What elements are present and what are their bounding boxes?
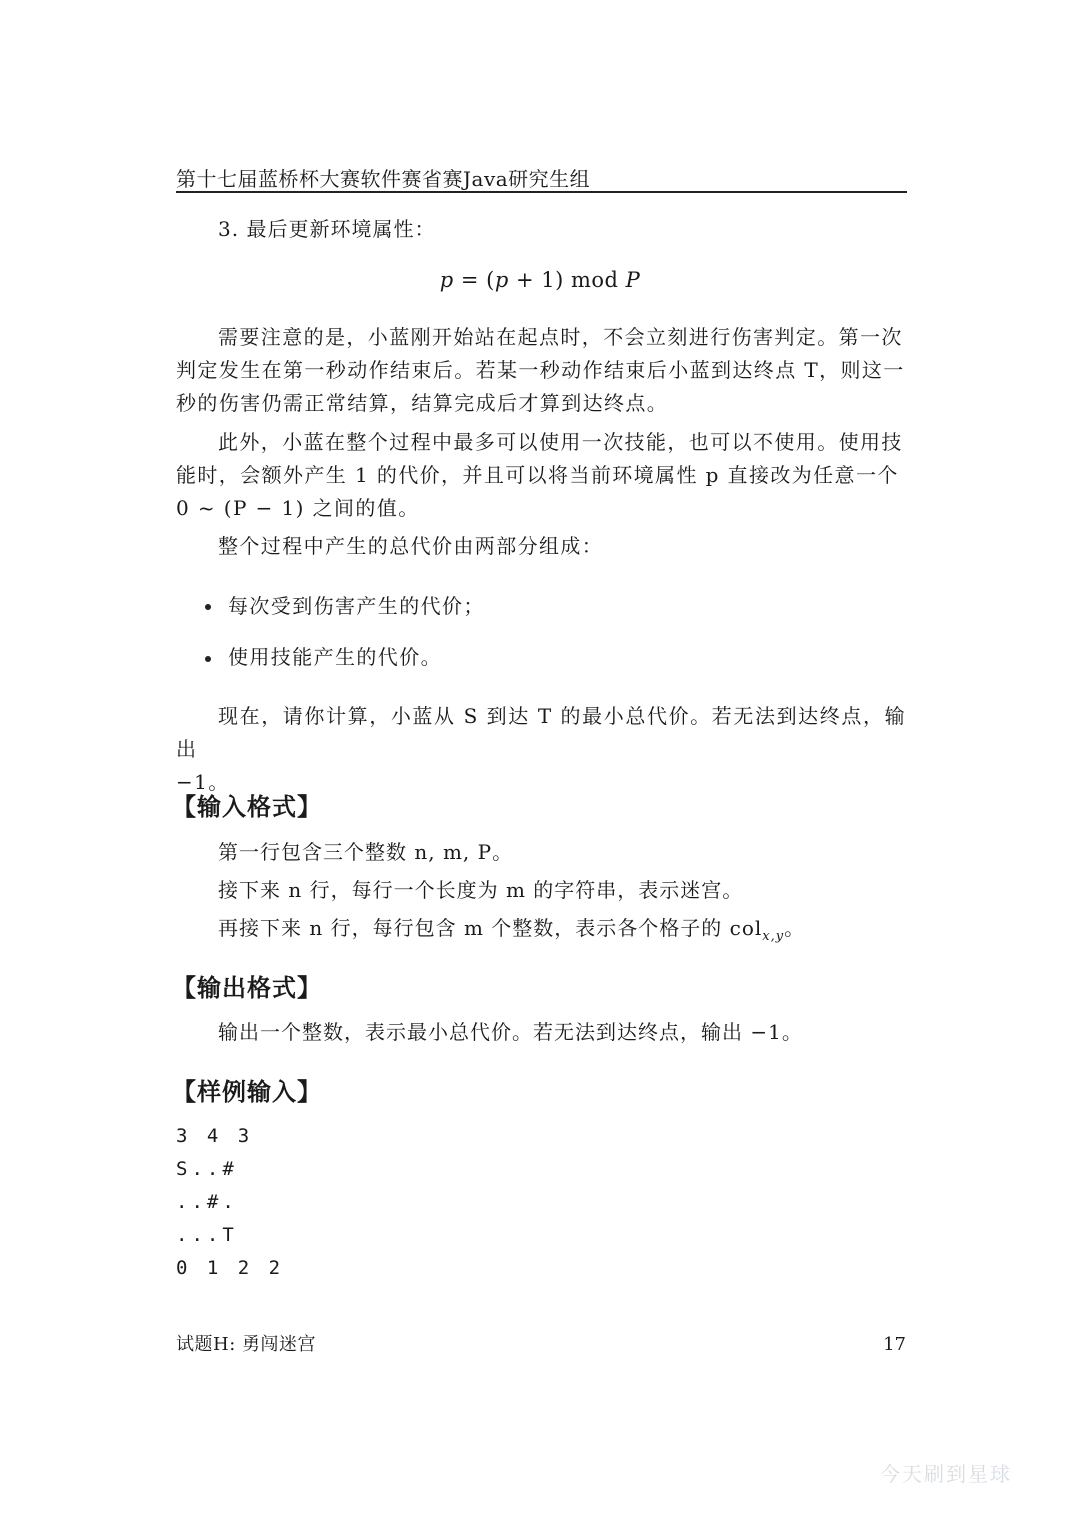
- output-line-1: 输出一个整数，表示最小总代价。若无法到达终点，输出 −1。: [218, 1020, 803, 1044]
- col-subscript: x,y: [762, 929, 785, 944]
- sample-input-heading: 【样例输入】: [172, 1078, 322, 1106]
- paragraph-total-cost: 整个过程中产生的总代价由两部分组成：: [218, 534, 604, 558]
- sample-line: 0 1 2 2: [176, 1257, 285, 1279]
- input-format-heading: 【输入格式】: [172, 793, 322, 821]
- input-line-3-end: 。: [784, 916, 806, 940]
- p2-line2: 能时，会额外产生 1 的代价，并且可以将当前环境属性 p 直接改为任意一个: [176, 463, 899, 487]
- bullet-item: 每次受到伤害产生的代价；: [228, 594, 485, 618]
- paragraph-question: [176, 700, 906, 799]
- sample-line: ..#.: [176, 1191, 238, 1213]
- update-formula: p = (p + 1) mod P: [439, 268, 641, 292]
- input-line-2: 接下来 n 行，每行一个长度为 m 的字符串，表示迷宫。: [218, 878, 744, 902]
- sample-line: S..#: [176, 1158, 238, 1180]
- p2-line3: 0 ~ (P − 1) 之间的值。: [176, 496, 420, 520]
- p2-line1: 此外，小蓝在整个过程中最多可以使用一次技能，也可以不使用。使用技: [218, 430, 903, 454]
- p1-line1: 需要注意的是，小蓝刚开始站在起点时，不会立刻进行伤害判定。第一次: [218, 325, 903, 349]
- bullet-dot: [205, 604, 211, 610]
- sample-line: 3 4 3: [176, 1125, 254, 1147]
- input-line-3: [218, 914, 805, 951]
- page-header-title: 第十七届蓝桥杯大赛软件赛省赛Java研究生组: [176, 167, 591, 191]
- header-rule: [176, 191, 907, 193]
- p1-line2: 判定发生在第一秒动作结束后。若某一秒动作结束后小蓝到达终点 T，则这一: [176, 358, 905, 382]
- input-line-1: 第一行包含三个整数 n, m, P。: [218, 840, 514, 864]
- input-line-3-text: 再接下来 n 行，每行包含 m 个整数，表示各个格子的 col: [218, 916, 763, 940]
- output-format-heading: 【输出格式】: [172, 974, 322, 1002]
- final-line2: −1。: [176, 770, 230, 794]
- footer-page-number: 17: [883, 1334, 906, 1355]
- bullet-dot: [205, 656, 211, 662]
- footer-problem-title: 试题H: 勇闯迷宫: [176, 1334, 316, 1355]
- paragraph-judgement: [176, 321, 906, 420]
- watermark: 今天刷到星球: [880, 1462, 1012, 1486]
- step-3-label: 3. 最后更新环境属性：: [218, 217, 436, 241]
- p1-line3: 秒的伤害仍需正常结算，结算完成后才算到达终点。: [176, 391, 669, 415]
- paragraph-skill: [176, 426, 906, 525]
- bullet-item: 使用技能产生的代价。: [228, 645, 442, 669]
- final-line1: 现在，请你计算，小蓝从 S 到达 T 的最小总代价。若无法到达终点，输出: [176, 704, 906, 761]
- sample-line: ...T: [176, 1224, 238, 1246]
